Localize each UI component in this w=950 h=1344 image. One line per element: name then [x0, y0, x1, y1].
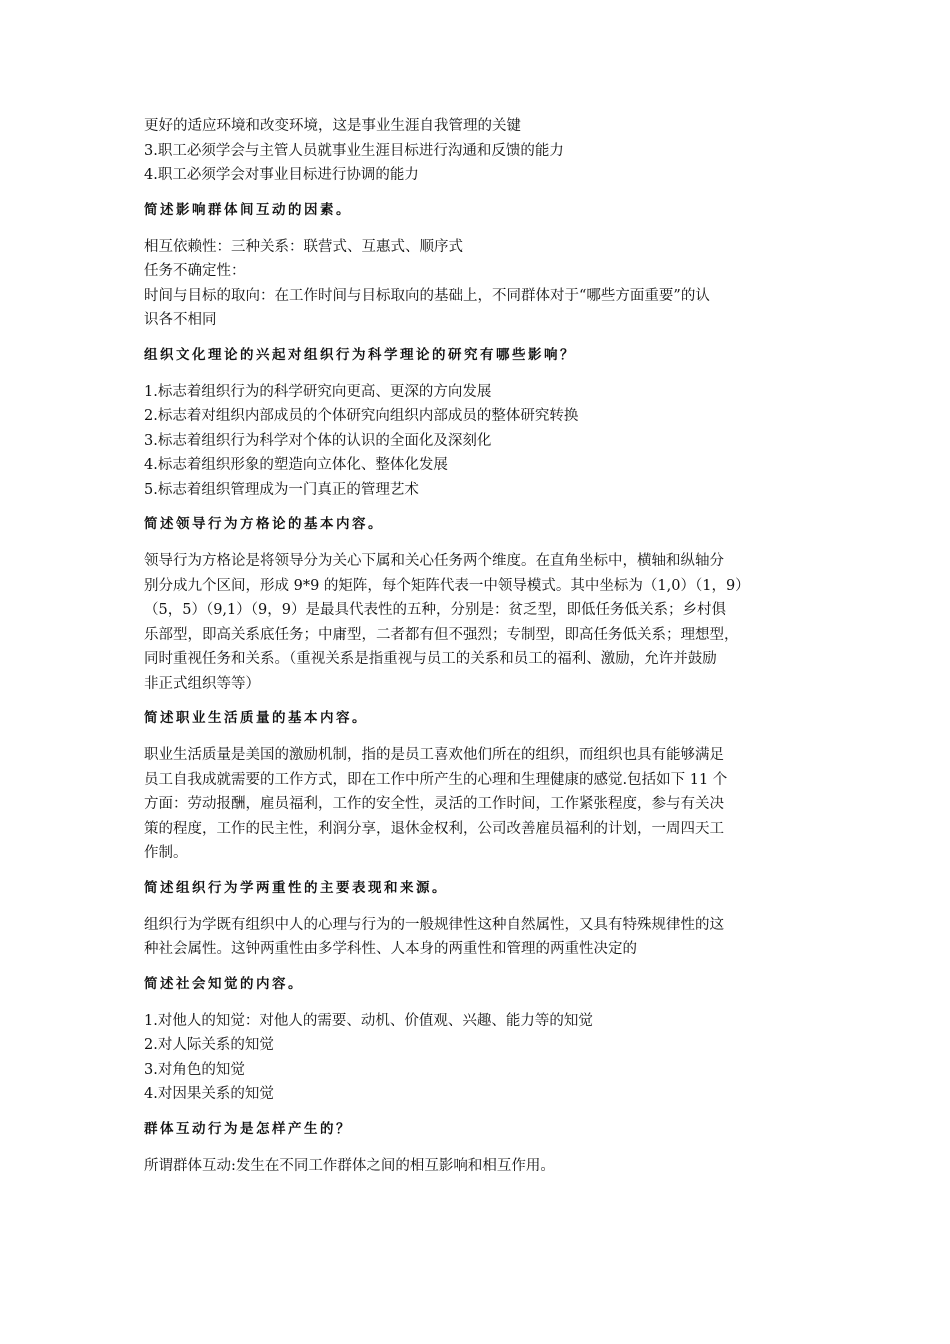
text-line: 非正式组织等等）: [144, 675, 260, 692]
section-heading: 简述影响群体间互动的因素。: [144, 201, 352, 218]
section-heading: 组织文化理论的兴起对组织行为科学理论的研究有哪些影响？: [144, 346, 576, 363]
text-line: 2.对人际关系的知觉: [144, 1037, 274, 1053]
text-line: 4.对因果关系的知觉: [144, 1086, 274, 1102]
text-line: （5，5）（9,1）（9，9）是最具代表性的五种，分别是：贫乏型，即低任务低关系；乡村俱: [144, 602, 726, 618]
text-line: 5.标志着组织管理成为一门真正的管理艺术: [144, 481, 419, 498]
text-line: 2.标志着对组织内部成员的个体研究向组织内部成员的整体研究转换: [144, 408, 579, 424]
text-line: 3.标志着组织行为科学对个体的认识的全面化及深刻化: [144, 432, 492, 449]
text-line: 识各不相同: [144, 312, 217, 328]
text-line: 别分成九个区间，形成 9*9 的矩阵，每个矩阵代表一中领导模式。其中坐标为（1,0）（1，9）: [144, 577, 750, 594]
paragraph-social-perception: [144, 1009, 814, 1107]
text-line: 时间与目标的取向：在工作时间与目标取向的基础上，不同群体对于“哪些方面重要”的认: [144, 287, 710, 304]
paragraph-duality: [144, 913, 814, 962]
paragraph-culture-theory-impact: [144, 380, 814, 503]
paragraph-career-management: [144, 114, 814, 188]
section-heading: 简述社会知觉的内容。: [144, 975, 304, 992]
paragraph-quality-of-work-life: [144, 743, 814, 866]
text-line: 种社会属性。这钟两重性由多学科性、人本身的两重性和管理的两重性决定的: [144, 941, 637, 957]
text-line: 4.职工必须学会对事业目标进行协调的能力: [144, 167, 419, 183]
text-line: 更好的适应环境和改变环境，这是事业生涯自我管理的关键: [144, 118, 521, 134]
section-heading: 群体互动行为是怎样产生的？: [144, 1120, 352, 1137]
document-page: [144, 114, 814, 1178]
text-line: 3.职工必须学会与主管人员就事业生涯目标进行沟通和反馈的能力: [144, 142, 564, 159]
section-heading: 简述职业生活质量的基本内容。: [144, 710, 368, 726]
paragraph-managerial-grid: [144, 549, 814, 696]
text-line: 作制。: [144, 845, 188, 861]
paragraph-group-interaction-factors: [144, 235, 814, 333]
text-line: 4.标志着组织形象的塑造向立体化、整体化发展: [144, 457, 448, 473]
text-line: 领导行为方格论是将领导分为关心下属和关心任务两个维度。在直角坐标中，横轴和纵轴分: [144, 553, 724, 569]
text-line: 组织行为学既有组织中人的心理与行为的一般规律性这种自然属性，又具有特殊规律性的这: [144, 916, 724, 933]
text-line: 员工自我成就需要的工作方式，即在工作中所产生的心理和生理健康的感觉.包括如下 11 个: [144, 771, 728, 788]
text-line: 乐部型，即高关系底任务；中庸型，二者都有但不强烈；专制型，即高任务低关系；理想型，: [144, 626, 739, 643]
section-heading: 简述领导行为方格论的基本内容。: [144, 516, 384, 532]
section-heading: 简述组织行为学两重性的主要表现和来源。: [144, 879, 448, 896]
text-line: 所谓群体互动:发生在不同工作群体之间的相互影响和相互作用。: [144, 1157, 555, 1174]
text-line: 3.对角色的知觉: [144, 1061, 245, 1078]
text-line: 相互依赖性：三种关系：联营式、互惠式、顺序式: [144, 238, 463, 255]
paragraph-group-interaction-origin: [144, 1154, 814, 1179]
text-line: 1.标志着组织行为的科学研究向更高、更深的方向发展: [144, 383, 492, 400]
text-line: 任务不确定性：: [144, 263, 246, 279]
text-line: 1.对他人的知觉：对他人的需要、动机、价值观、兴趣、能力等的知觉: [144, 1012, 593, 1029]
text-line: 策的程度，工作的民主性，利润分享，退休金权利，公司改善雇员福利的计划，一周四天工: [144, 820, 724, 837]
text-line: 职业生活质量是美国的激励机制，指的是员工喜欢他们所在的组织，而组织也具有能够满足: [144, 747, 724, 763]
text-line: 同时重视任务和关系。（重视关系是指重视与员工的关系和员工的福利、激励，允许并鼓励: [144, 651, 717, 667]
text-line: 方面：劳动报酬，雇员福利，工作的安全性，灵活的工作时间，工作紧张程度，参与有关决: [144, 796, 724, 812]
